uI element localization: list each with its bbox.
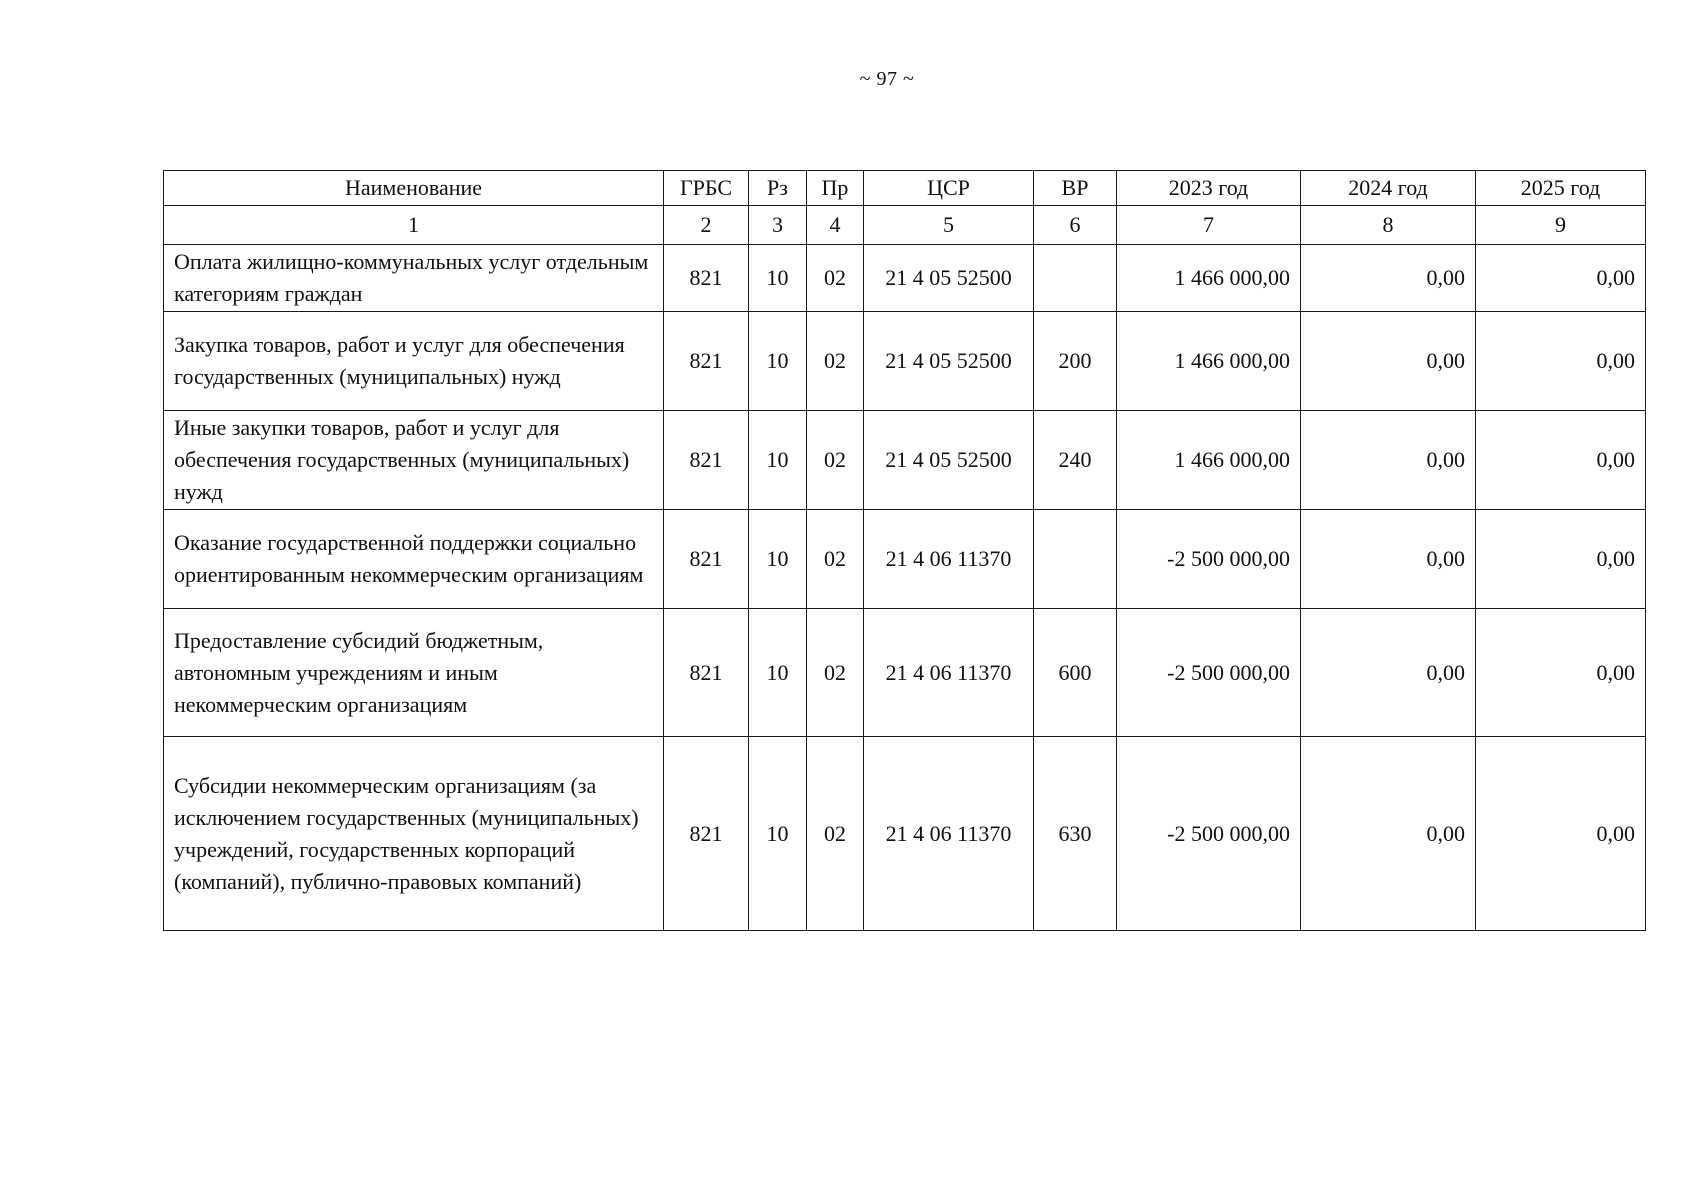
row-csr: 21 4 05 52500	[864, 245, 1034, 312]
page-number: ~ 97 ~	[859, 68, 915, 90]
column-number-row	[164, 206, 1646, 245]
row-vr	[1034, 510, 1117, 609]
header-2024: 2024 год	[1301, 171, 1476, 206]
table-row	[164, 411, 1646, 510]
row-rz: 10	[749, 609, 807, 737]
row-2024: 0,00	[1301, 312, 1476, 411]
row-csr: 21 4 06 11370	[864, 510, 1034, 609]
row-grbs: 821	[664, 411, 749, 510]
header-name: Наименование	[164, 171, 664, 206]
header-csr: ЦСР	[864, 171, 1034, 206]
row-pr: 02	[807, 312, 864, 411]
row-2023: -2 500 000,00	[1117, 510, 1301, 609]
row-pr: 02	[807, 245, 864, 312]
row-rz: 10	[749, 312, 807, 411]
row-csr: 21 4 05 52500	[864, 312, 1034, 411]
column-number: 9	[1476, 206, 1646, 245]
row-vr	[1034, 245, 1117, 312]
row-name: Оплата жилищно-коммунальных услуг отдельным категориям граждан	[164, 245, 664, 312]
row-grbs: 821	[664, 609, 749, 737]
row-csr: 21 4 06 11370	[864, 737, 1034, 931]
row-pr: 02	[807, 510, 864, 609]
row-grbs: 821	[664, 312, 749, 411]
row-vr: 600	[1034, 609, 1117, 737]
table-row	[164, 737, 1646, 931]
row-2025: 0,00	[1476, 245, 1646, 312]
row-name: Оказание государственной поддержки социально ориентированным некоммерческим организациям	[164, 510, 664, 609]
row-2025: 0,00	[1476, 411, 1646, 510]
budget-table	[163, 170, 1646, 931]
row-2025: 0,00	[1476, 609, 1646, 737]
header-rz: Рз	[749, 171, 807, 206]
row-rz: 10	[749, 737, 807, 931]
column-number: 2	[664, 206, 749, 245]
row-2023: -2 500 000,00	[1117, 737, 1301, 931]
row-2023: 1 466 000,00	[1117, 245, 1301, 312]
header-2025: 2025 год	[1476, 171, 1646, 206]
row-vr: 200	[1034, 312, 1117, 411]
row-grbs: 821	[664, 737, 749, 931]
row-2024: 0,00	[1301, 411, 1476, 510]
column-number: 7	[1117, 206, 1301, 245]
row-rz: 10	[749, 411, 807, 510]
row-2024: 0,00	[1301, 510, 1476, 609]
header-pr: Пр	[807, 171, 864, 206]
column-number: 4	[807, 206, 864, 245]
row-2024: 0,00	[1301, 737, 1476, 931]
row-2025: 0,00	[1476, 312, 1646, 411]
row-pr: 02	[807, 737, 864, 931]
column-number: 3	[749, 206, 807, 245]
header-2023: 2023 год	[1117, 171, 1301, 206]
table-row	[164, 510, 1646, 609]
header-row	[164, 171, 1646, 206]
row-rz: 10	[749, 245, 807, 312]
row-2025: 0,00	[1476, 737, 1646, 931]
row-csr: 21 4 06 11370	[864, 609, 1034, 737]
row-name: Субсидии некоммерческим организациям (за исключением государственных (муниципальных) учреждений, государственных корпораций (компаний), публично-правовых компаний)	[164, 737, 664, 931]
table-row	[164, 312, 1646, 411]
header-grbs: ГРБС	[664, 171, 749, 206]
header-vr: ВР	[1034, 171, 1117, 206]
row-2023: 1 466 000,00	[1117, 312, 1301, 411]
row-csr: 21 4 05 52500	[864, 411, 1034, 510]
row-2024: 0,00	[1301, 245, 1476, 312]
row-name: Закупка товаров, работ и услуг для обеспечения государственных (муниципальных) нужд	[164, 312, 664, 411]
row-2024: 0,00	[1301, 609, 1476, 737]
table-row	[164, 609, 1646, 737]
row-name: Предоставление субсидий бюджетным, автономным учреждениям и иным некоммерческим организациям	[164, 609, 664, 737]
table-row	[164, 245, 1646, 312]
row-pr: 02	[807, 609, 864, 737]
column-number: 1	[164, 206, 664, 245]
row-vr: 630	[1034, 737, 1117, 931]
row-grbs: 821	[664, 510, 749, 609]
column-number: 8	[1301, 206, 1476, 245]
row-pr: 02	[807, 411, 864, 510]
row-grbs: 821	[664, 245, 749, 312]
column-number: 5	[864, 206, 1034, 245]
row-rz: 10	[749, 510, 807, 609]
row-2025: 0,00	[1476, 510, 1646, 609]
row-2023: -2 500 000,00	[1117, 609, 1301, 737]
row-vr: 240	[1034, 411, 1117, 510]
column-number: 6	[1034, 206, 1117, 245]
row-name: Иные закупки товаров, работ и услуг для обеспечения государственных (муниципальных) нужд	[164, 411, 664, 510]
row-2023: 1 466 000,00	[1117, 411, 1301, 510]
